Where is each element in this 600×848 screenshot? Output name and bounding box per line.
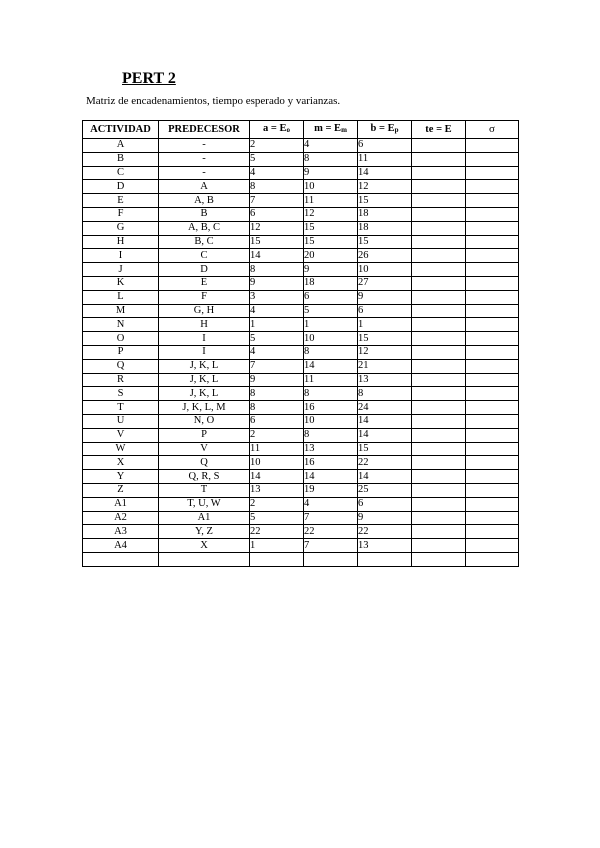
table-row xyxy=(83,180,519,194)
cell-predecesor: G, H xyxy=(159,304,250,318)
table-row xyxy=(83,139,519,153)
cell-te xyxy=(412,470,466,484)
cell-actividad: Z xyxy=(83,483,159,497)
cell-m: 9 xyxy=(304,166,358,180)
cell-predecesor: H xyxy=(159,318,250,332)
cell-a: 2 xyxy=(250,428,304,442)
cell-sigma xyxy=(466,345,519,359)
cell-a: 7 xyxy=(250,359,304,373)
cell-te xyxy=(412,359,466,373)
page-title: PERT 2 xyxy=(122,70,176,87)
cell-actividad: O xyxy=(83,332,159,346)
cell-predecesor: F xyxy=(159,290,250,304)
cell-a: 22 xyxy=(250,525,304,539)
cell-sigma xyxy=(466,552,519,566)
cell-sigma xyxy=(466,276,519,290)
cell-b: 25 xyxy=(358,483,412,497)
cell-predecesor xyxy=(159,552,250,566)
cell-te xyxy=(412,525,466,539)
cell-sigma xyxy=(466,539,519,553)
cell-a: 11 xyxy=(250,442,304,456)
cell-b: 14 xyxy=(358,428,412,442)
cell-actividad: V xyxy=(83,428,159,442)
cell-a: 8 xyxy=(250,401,304,415)
cell-b: 1 xyxy=(358,318,412,332)
cell-a: 6 xyxy=(250,207,304,221)
table-row xyxy=(83,290,519,304)
cell-b: 27 xyxy=(358,276,412,290)
cell-predecesor: T xyxy=(159,483,250,497)
cell-m: 10 xyxy=(304,414,358,428)
cell-b: 6 xyxy=(358,497,412,511)
cell-m: 1 xyxy=(304,318,358,332)
cell-m: 10 xyxy=(304,180,358,194)
cell-predecesor: A, B, C xyxy=(159,221,250,235)
cell-te xyxy=(412,401,466,415)
cell-b: 9 xyxy=(358,290,412,304)
cell-actividad: A3 xyxy=(83,525,159,539)
cell-b: 13 xyxy=(358,539,412,553)
cell-a: 15 xyxy=(250,235,304,249)
cell-a: 3 xyxy=(250,290,304,304)
cell-b: 15 xyxy=(358,235,412,249)
cell-m xyxy=(304,552,358,566)
header-te: te = E xyxy=(412,121,466,139)
cell-actividad: P xyxy=(83,345,159,359)
header-sigma xyxy=(466,121,519,139)
cell-m: 11 xyxy=(304,373,358,387)
cell-te xyxy=(412,552,466,566)
cell-actividad: L xyxy=(83,290,159,304)
cell-sigma xyxy=(466,235,519,249)
sigma-symbol: σ xyxy=(489,123,495,135)
cell-m: 4 xyxy=(304,497,358,511)
cell-actividad: G xyxy=(83,221,159,235)
cell-te xyxy=(412,497,466,511)
table-row xyxy=(83,470,519,484)
cell-predecesor: N, O xyxy=(159,414,250,428)
cell-sigma xyxy=(466,414,519,428)
header-predecesor: PREDECESOR xyxy=(159,121,250,139)
cell-m: 5 xyxy=(304,304,358,318)
cell-b: 12 xyxy=(358,345,412,359)
cell-a: 4 xyxy=(250,304,304,318)
cell-te xyxy=(412,483,466,497)
cell-m: 12 xyxy=(304,207,358,221)
cell-te xyxy=(412,414,466,428)
table-row xyxy=(83,207,519,221)
cell-actividad: W xyxy=(83,442,159,456)
cell-sigma xyxy=(466,359,519,373)
header-m-sub: m xyxy=(341,126,347,134)
cell-a: 9 xyxy=(250,373,304,387)
cell-b: 6 xyxy=(358,304,412,318)
cell-predecesor: D xyxy=(159,263,250,277)
cell-actividad: X xyxy=(83,456,159,470)
table-row xyxy=(83,497,519,511)
header-b-sub: p xyxy=(394,126,399,134)
header-m xyxy=(304,121,358,139)
table-row xyxy=(83,428,519,442)
cell-te xyxy=(412,318,466,332)
table-row xyxy=(83,552,519,566)
cell-sigma xyxy=(466,525,519,539)
cell-te xyxy=(412,139,466,153)
cell-a: 9 xyxy=(250,276,304,290)
cell-b: 8 xyxy=(358,387,412,401)
cell-a: 2 xyxy=(250,139,304,153)
cell-actividad: S xyxy=(83,387,159,401)
table-row xyxy=(83,511,519,525)
cell-sigma xyxy=(466,290,519,304)
cell-predecesor: T, U, W xyxy=(159,497,250,511)
cell-m: 16 xyxy=(304,456,358,470)
cell-te xyxy=(412,166,466,180)
cell-a: 5 xyxy=(250,511,304,525)
table-row xyxy=(83,373,519,387)
cell-predecesor: - xyxy=(159,166,250,180)
cell-predecesor: X xyxy=(159,539,250,553)
cell-a: 10 xyxy=(250,456,304,470)
cell-predecesor: B, C xyxy=(159,235,250,249)
cell-a: 4 xyxy=(250,166,304,180)
table-row xyxy=(83,263,519,277)
cell-predecesor: C xyxy=(159,249,250,263)
cell-a: 8 xyxy=(250,180,304,194)
cell-b: 14 xyxy=(358,470,412,484)
cell-b: 18 xyxy=(358,207,412,221)
cell-m: 15 xyxy=(304,235,358,249)
cell-m: 19 xyxy=(304,483,358,497)
table-row xyxy=(83,332,519,346)
cell-te xyxy=(412,276,466,290)
table-row xyxy=(83,442,519,456)
cell-actividad: E xyxy=(83,194,159,208)
header-a-sub: o xyxy=(286,126,290,134)
cell-te xyxy=(412,456,466,470)
cell-b: 22 xyxy=(358,525,412,539)
cell-te xyxy=(412,152,466,166)
cell-m: 10 xyxy=(304,332,358,346)
table-row xyxy=(83,235,519,249)
cell-b: 26 xyxy=(358,249,412,263)
table-row xyxy=(83,276,519,290)
cell-b: 12 xyxy=(358,180,412,194)
table-row xyxy=(83,359,519,373)
table-row xyxy=(83,304,519,318)
cell-sigma xyxy=(466,428,519,442)
cell-predecesor: P xyxy=(159,428,250,442)
header-m-label: m = E xyxy=(314,123,342,134)
cell-te xyxy=(412,207,466,221)
cell-m: 20 xyxy=(304,249,358,263)
cell-m: 22 xyxy=(304,525,358,539)
cell-m: 4 xyxy=(304,139,358,153)
header-a xyxy=(250,121,304,139)
cell-actividad: A4 xyxy=(83,539,159,553)
table-row xyxy=(83,525,519,539)
header-a-label: a = E xyxy=(263,123,287,134)
cell-b: 15 xyxy=(358,442,412,456)
cell-m: 18 xyxy=(304,276,358,290)
cell-te xyxy=(412,304,466,318)
table-row xyxy=(83,483,519,497)
cell-a xyxy=(250,552,304,566)
cell-te xyxy=(412,442,466,456)
cell-predecesor: J, K, L xyxy=(159,373,250,387)
cell-a: 5 xyxy=(250,152,304,166)
cell-predecesor: I xyxy=(159,345,250,359)
cell-sigma xyxy=(466,152,519,166)
cell-a: 12 xyxy=(250,221,304,235)
cell-sigma xyxy=(466,263,519,277)
pert-table xyxy=(82,120,519,567)
cell-te xyxy=(412,221,466,235)
cell-actividad: C xyxy=(83,166,159,180)
cell-te xyxy=(412,249,466,263)
cell-actividad: R xyxy=(83,373,159,387)
cell-predecesor: J, K, L, M xyxy=(159,401,250,415)
cell-predecesor: Y, Z xyxy=(159,525,250,539)
header-actividad: ACTIVIDAD xyxy=(83,121,159,139)
table-row xyxy=(83,414,519,428)
cell-predecesor: J, K, L xyxy=(159,387,250,401)
cell-sigma xyxy=(466,470,519,484)
cell-b: 10 xyxy=(358,263,412,277)
cell-actividad: M xyxy=(83,304,159,318)
cell-sigma xyxy=(466,511,519,525)
cell-sigma xyxy=(466,442,519,456)
cell-m: 14 xyxy=(304,470,358,484)
table-row xyxy=(83,345,519,359)
cell-a: 4 xyxy=(250,345,304,359)
cell-predecesor: Q, R, S xyxy=(159,470,250,484)
cell-m: 15 xyxy=(304,221,358,235)
cell-sigma xyxy=(466,304,519,318)
cell-b: 15 xyxy=(358,194,412,208)
cell-b: 21 xyxy=(358,359,412,373)
cell-predecesor: A xyxy=(159,180,250,194)
cell-m: 6 xyxy=(304,290,358,304)
cell-actividad: A2 xyxy=(83,511,159,525)
cell-sigma xyxy=(466,387,519,401)
cell-b xyxy=(358,552,412,566)
cell-actividad: I xyxy=(83,249,159,263)
cell-a: 8 xyxy=(250,387,304,401)
cell-m: 11 xyxy=(304,194,358,208)
cell-te xyxy=(412,387,466,401)
cell-actividad xyxy=(83,552,159,566)
cell-predecesor: A1 xyxy=(159,511,250,525)
cell-te xyxy=(412,373,466,387)
cell-b: 13 xyxy=(358,373,412,387)
cell-a: 7 xyxy=(250,194,304,208)
cell-sigma xyxy=(466,497,519,511)
cell-actividad: D xyxy=(83,180,159,194)
cell-b: 15 xyxy=(358,332,412,346)
cell-b: 18 xyxy=(358,221,412,235)
cell-predecesor: - xyxy=(159,139,250,153)
cell-sigma xyxy=(466,249,519,263)
cell-sigma xyxy=(466,373,519,387)
cell-predecesor: I xyxy=(159,332,250,346)
cell-te xyxy=(412,235,466,249)
cell-a: 13 xyxy=(250,483,304,497)
cell-te xyxy=(412,194,466,208)
cell-b: 14 xyxy=(358,166,412,180)
table-row xyxy=(83,401,519,415)
cell-predecesor: E xyxy=(159,276,250,290)
cell-sigma xyxy=(466,401,519,415)
cell-actividad: J xyxy=(83,263,159,277)
table-row xyxy=(83,166,519,180)
cell-actividad: Y xyxy=(83,470,159,484)
table-row xyxy=(83,249,519,263)
cell-m: 7 xyxy=(304,539,358,553)
cell-sigma xyxy=(466,483,519,497)
cell-actividad: T xyxy=(83,401,159,415)
cell-a: 2 xyxy=(250,497,304,511)
cell-m: 8 xyxy=(304,387,358,401)
table-row xyxy=(83,539,519,553)
cell-te xyxy=(412,345,466,359)
cell-m: 13 xyxy=(304,442,358,456)
cell-sigma xyxy=(466,318,519,332)
cell-b: 11 xyxy=(358,152,412,166)
table-row xyxy=(83,387,519,401)
cell-predecesor: - xyxy=(159,152,250,166)
table-header-row xyxy=(83,121,519,139)
cell-actividad: A xyxy=(83,139,159,153)
cell-sigma xyxy=(466,166,519,180)
cell-m: 8 xyxy=(304,152,358,166)
cell-sigma xyxy=(466,332,519,346)
cell-b: 24 xyxy=(358,401,412,415)
cell-actividad: A1 xyxy=(83,497,159,511)
cell-b: 22 xyxy=(358,456,412,470)
cell-actividad: F xyxy=(83,207,159,221)
cell-m: 8 xyxy=(304,345,358,359)
cell-actividad: U xyxy=(83,414,159,428)
cell-b: 6 xyxy=(358,139,412,153)
table-body xyxy=(83,139,519,567)
cell-predecesor: A, B xyxy=(159,194,250,208)
table-row xyxy=(83,456,519,470)
cell-m: 7 xyxy=(304,511,358,525)
table-row xyxy=(83,221,519,235)
cell-a: 6 xyxy=(250,414,304,428)
cell-predecesor: V xyxy=(159,442,250,456)
cell-actividad: B xyxy=(83,152,159,166)
cell-te xyxy=(412,332,466,346)
cell-actividad: Q xyxy=(83,359,159,373)
cell-sigma xyxy=(466,207,519,221)
cell-a: 14 xyxy=(250,249,304,263)
cell-predecesor: J, K, L xyxy=(159,359,250,373)
cell-predecesor: Q xyxy=(159,456,250,470)
header-b xyxy=(358,121,412,139)
cell-a: 8 xyxy=(250,263,304,277)
cell-m: 14 xyxy=(304,359,358,373)
table-row xyxy=(83,318,519,332)
header-b-label: b = E xyxy=(370,123,395,134)
cell-a: 1 xyxy=(250,318,304,332)
cell-b: 14 xyxy=(358,414,412,428)
cell-m: 16 xyxy=(304,401,358,415)
cell-te xyxy=(412,180,466,194)
cell-m: 8 xyxy=(304,428,358,442)
cell-a: 14 xyxy=(250,470,304,484)
cell-te xyxy=(412,539,466,553)
cell-actividad: K xyxy=(83,276,159,290)
cell-sigma xyxy=(466,221,519,235)
table-row xyxy=(83,194,519,208)
table-row xyxy=(83,152,519,166)
cell-te xyxy=(412,290,466,304)
cell-te xyxy=(412,263,466,277)
cell-actividad: H xyxy=(83,235,159,249)
cell-sigma xyxy=(466,139,519,153)
cell-sigma xyxy=(466,180,519,194)
cell-actividad: N xyxy=(83,318,159,332)
cell-a: 5 xyxy=(250,332,304,346)
cell-a: 1 xyxy=(250,539,304,553)
page-subtitle: Matriz de encadenamientos, tiempo esperado y varianzas. xyxy=(86,95,341,107)
cell-b: 9 xyxy=(358,511,412,525)
cell-sigma xyxy=(466,456,519,470)
cell-te xyxy=(412,511,466,525)
cell-te xyxy=(412,428,466,442)
cell-m: 9 xyxy=(304,263,358,277)
cell-sigma xyxy=(466,194,519,208)
cell-predecesor: B xyxy=(159,207,250,221)
